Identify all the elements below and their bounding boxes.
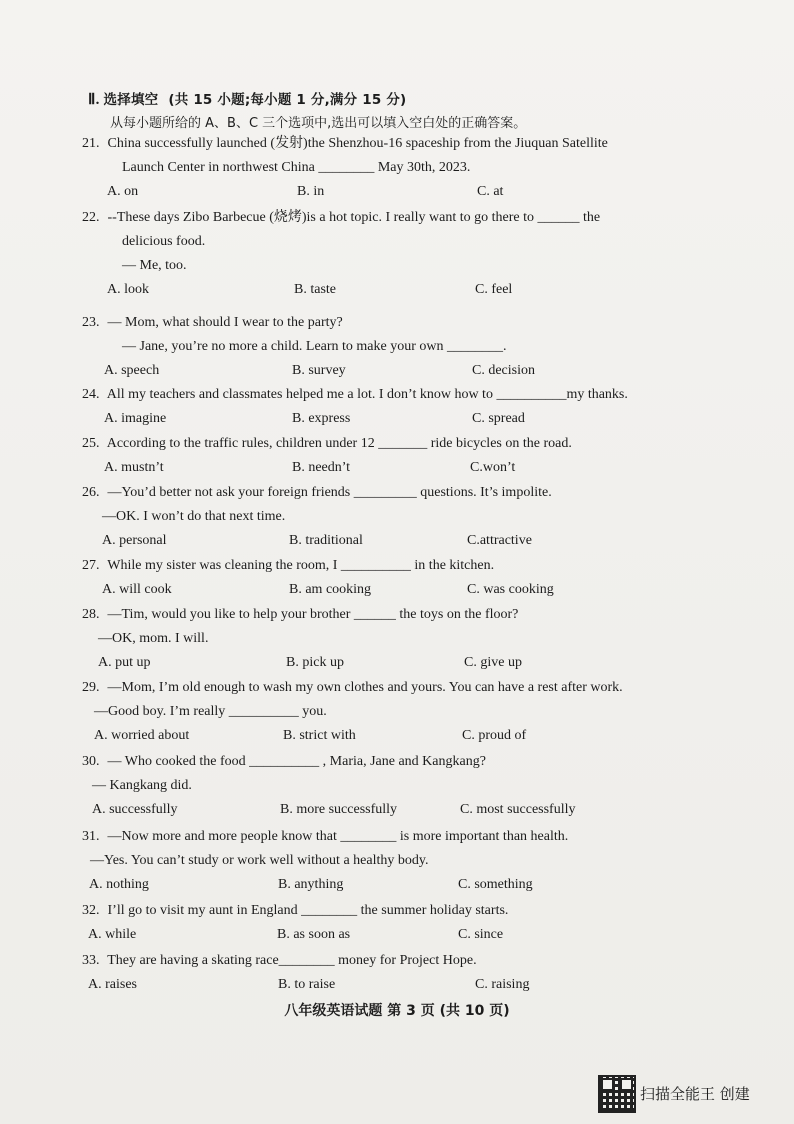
option-c[interactable]: C. feel (475, 282, 513, 297)
question-text: Launch Center in northwest China ________ May 30th, 2023. (122, 160, 471, 175)
question-number: 21. (82, 136, 100, 151)
options-row (82, 798, 712, 822)
option-b[interactable]: B. to raise (278, 977, 336, 992)
question-text: --These days Zibo Barbecue (烧烤)is a hot topic. I really want to go there to ______ the (107, 210, 601, 225)
option-a[interactable]: A. successfully (92, 802, 178, 817)
option-b[interactable]: B. strict with (283, 728, 356, 743)
question-32 (82, 899, 712, 947)
question-text: They are having a skating race________ money for Project Hope. (107, 953, 477, 968)
option-c[interactable]: C. something (458, 877, 533, 892)
question-text: While my sister was cleaning the room, I __________ in the kitchen. (107, 558, 495, 573)
question-text: —Yes. You can’t study or work well without a healthy body. (90, 853, 429, 868)
page-footer: 八年级英语试题 第 3 页 (共 10 页) (284, 1003, 510, 1019)
question-number: 29. (82, 680, 100, 695)
options-row (82, 923, 712, 947)
question-33 (82, 949, 712, 997)
question-text: I’ll go to visit my aunt in England ________ the summer holiday starts. (107, 903, 509, 918)
question-text: delicious food. (122, 234, 206, 249)
question-text: — Jane, you’re no more a child. Learn to make your own ________. (122, 339, 507, 354)
option-c[interactable]: C. most successfully (460, 802, 576, 817)
question-22 (82, 206, 712, 302)
question-number: 27. (82, 558, 100, 573)
question-text: — Me, too. (122, 258, 187, 273)
question-text: —Tim, would you like to help your brother ______ the toys on the floor? (107, 607, 519, 622)
option-c[interactable]: C. at (477, 184, 504, 199)
option-c[interactable]: C. raising (475, 977, 530, 992)
question-number: 30. (82, 754, 100, 769)
question-number: 24. (82, 387, 100, 402)
question-26 (82, 481, 712, 553)
option-b[interactable]: B. taste (294, 282, 336, 297)
options-row (82, 359, 712, 383)
option-c[interactable]: C.won’t (470, 460, 516, 475)
option-b[interactable]: B. in (297, 184, 325, 199)
question-number: 31. (82, 829, 100, 844)
question-number: 23. (82, 315, 100, 330)
option-b[interactable]: B. am cooking (289, 582, 372, 597)
question-29 (82, 676, 712, 748)
options-row (82, 278, 712, 302)
options-row (82, 407, 712, 431)
question-text: — Kangkang did. (92, 778, 192, 793)
option-c[interactable]: C. was cooking (467, 582, 554, 597)
section-title: 选择填空 (103, 92, 159, 108)
options-row (82, 456, 712, 480)
option-b[interactable]: B. traditional (289, 533, 363, 548)
question-25 (82, 432, 712, 480)
option-b[interactable]: B. pick up (286, 655, 344, 670)
question-text: —OK. I won’t do that next time. (102, 509, 286, 524)
option-b[interactable]: B. express (292, 411, 351, 426)
scanner-watermark: 扫描全能王 创建 (640, 1085, 750, 1103)
option-a[interactable]: A. put up (98, 655, 151, 670)
options-row (82, 973, 712, 997)
option-a[interactable]: A. mustn’t (104, 460, 164, 475)
question-number: 28. (82, 607, 100, 622)
question-23 (82, 311, 712, 383)
option-c[interactable]: C. decision (472, 363, 535, 378)
question-text: —Good boy. I’m really __________ you. (94, 704, 327, 719)
question-text: —OK, mom. I will. (98, 631, 209, 646)
question-text: According to the traffic rules, children under 12 _______ ride bicycles on the road. (106, 436, 572, 451)
options-row (82, 724, 712, 748)
option-a[interactable]: A. nothing (89, 877, 149, 892)
option-a[interactable]: A. on (107, 184, 139, 199)
section-heading (88, 88, 406, 109)
option-b[interactable]: B. more successfully (280, 802, 398, 817)
option-b[interactable]: B. survey (292, 363, 346, 378)
options-row (82, 180, 712, 204)
options-row (82, 873, 712, 897)
option-c[interactable]: C.attractive (467, 533, 532, 548)
question-text: China successfully launched (发射)the Shenzhou-16 spaceship from the Jiuquan Satellite (107, 136, 608, 151)
option-b[interactable]: B. anything (278, 877, 344, 892)
option-a[interactable]: A. raises (88, 977, 137, 992)
question-text: — Mom, what should I wear to the party? (107, 315, 343, 330)
question-text: —Mom, I’m old enough to wash my own clothes and yours. You can have a rest after work. (107, 680, 623, 695)
question-text: — Who cooked the food __________ , Maria, Jane and Kangkang? (107, 754, 486, 769)
option-b[interactable]: B. as soon as (277, 927, 351, 942)
question-27 (82, 554, 712, 602)
options-row (82, 651, 712, 675)
option-a[interactable]: A. personal (102, 533, 167, 548)
option-a[interactable]: A. worried about (94, 728, 190, 743)
question-number: 33. (82, 953, 100, 968)
section-number: Ⅱ. (88, 92, 100, 108)
option-c[interactable]: C. give up (464, 655, 522, 670)
option-a[interactable]: A. imagine (104, 411, 167, 426)
options-row (82, 529, 712, 553)
question-number: 22. (82, 210, 100, 225)
section-instruction: 从每小题所给的 A、B、C 三个选项中,选出可以填入空白处的正确答案。 (110, 116, 527, 131)
option-a[interactable]: A. while (88, 927, 137, 942)
question-21 (82, 132, 712, 204)
option-a[interactable]: A. look (107, 282, 149, 297)
question-30 (82, 750, 712, 822)
question-24 (82, 383, 712, 431)
option-a[interactable]: A. will cook (102, 582, 172, 597)
option-b[interactable]: B. needn’t (292, 460, 351, 475)
qr-code-icon (598, 1075, 636, 1113)
question-number: 32. (82, 903, 100, 918)
question-text: All my teachers and classmates helped me a lot. I don’t know how to __________my thanks. (106, 387, 628, 402)
question-31 (82, 825, 712, 897)
option-c[interactable]: C. spread (472, 411, 525, 426)
option-c[interactable]: C. proud of (462, 728, 527, 743)
question-number: 26. (82, 485, 100, 500)
options-row (82, 578, 712, 602)
question-text: —Now more and more people know that ________ is more important than health. (107, 829, 569, 844)
question-number: 25. (82, 436, 100, 451)
question-28 (82, 603, 712, 675)
option-c[interactable]: C. since (458, 927, 504, 942)
option-a[interactable]: A. speech (104, 363, 160, 378)
section-rules: (共 15 小题;每小题 1 分,满分 15 分) (168, 92, 407, 108)
question-text: —You’d better not ask your foreign friends _________ questions. It’s impolite. (107, 485, 552, 500)
